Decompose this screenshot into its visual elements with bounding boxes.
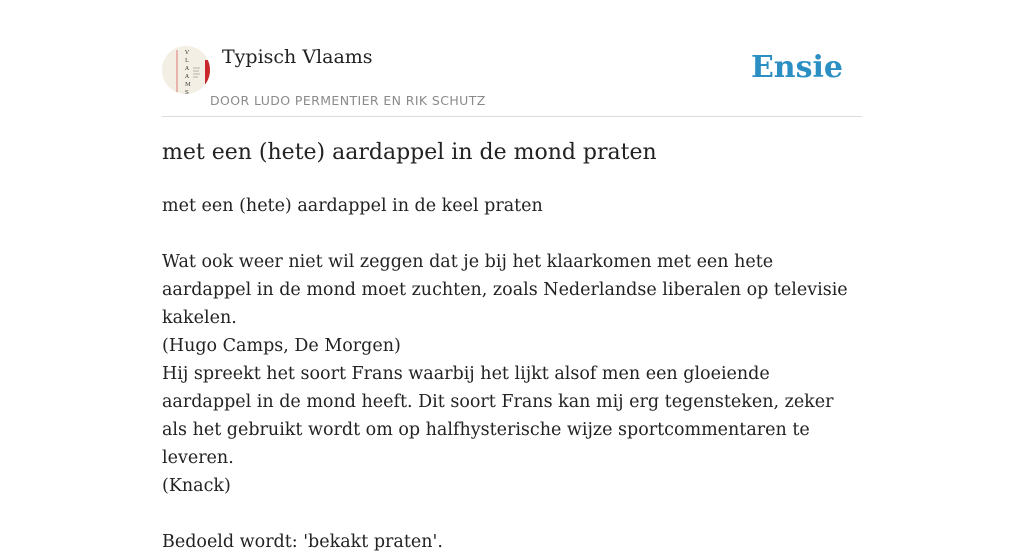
page-header <box>162 0 862 117</box>
entry-title: met een (hete) aardappel in de mond praten <box>162 140 657 165</box>
quote-source: (Knack) <box>162 476 231 496</box>
quote-source: (Hugo Camps, De Morgen) <box>162 336 401 356</box>
book-cover-logo[interactable] <box>162 46 210 94</box>
logo-letter: A <box>185 66 189 72</box>
entry-body <box>162 192 862 556</box>
book-authors: DOOR LUDO PERMENTIER EN RIK SCHUTZ <box>210 93 486 108</box>
logo-letter: L <box>185 58 189 64</box>
entry-variant: met een (hete) aardappel in de keel praten <box>162 196 543 216</box>
ensie-logo[interactable]: Ensie <box>750 50 843 85</box>
book-cover-icon <box>162 46 210 94</box>
logo-letter: A <box>185 74 189 80</box>
paragraph-gap <box>162 220 862 248</box>
logo-letter: S <box>185 90 189 94</box>
logo-letter: V <box>185 50 189 56</box>
book-title[interactable]: Typisch Vlaams <box>222 46 373 68</box>
quote-text: Wat ook weer niet wil zeggen dat je bij het klaarkomen met een hete aardappel in de mond moet zuchten, zoals Nederlandse liberalen op televisie kakelen. <box>162 252 848 328</box>
paragraph-gap <box>162 500 862 528</box>
quote-text: Hij spreekt het soort Frans waarbij het lijkt alsof men een gloeiende aardappel in de mond heeft. Dit soort Frans kan mij erg tegensteken, zeker als het gebruikt wordt om op halfhysterische wijze sportcommentaren te leveren. <box>162 364 834 468</box>
entry-meaning: Bedoeld wordt: 'bekakt praten'. <box>162 532 443 552</box>
logo-letter: M <box>185 82 191 88</box>
entry-card <box>162 0 862 552</box>
